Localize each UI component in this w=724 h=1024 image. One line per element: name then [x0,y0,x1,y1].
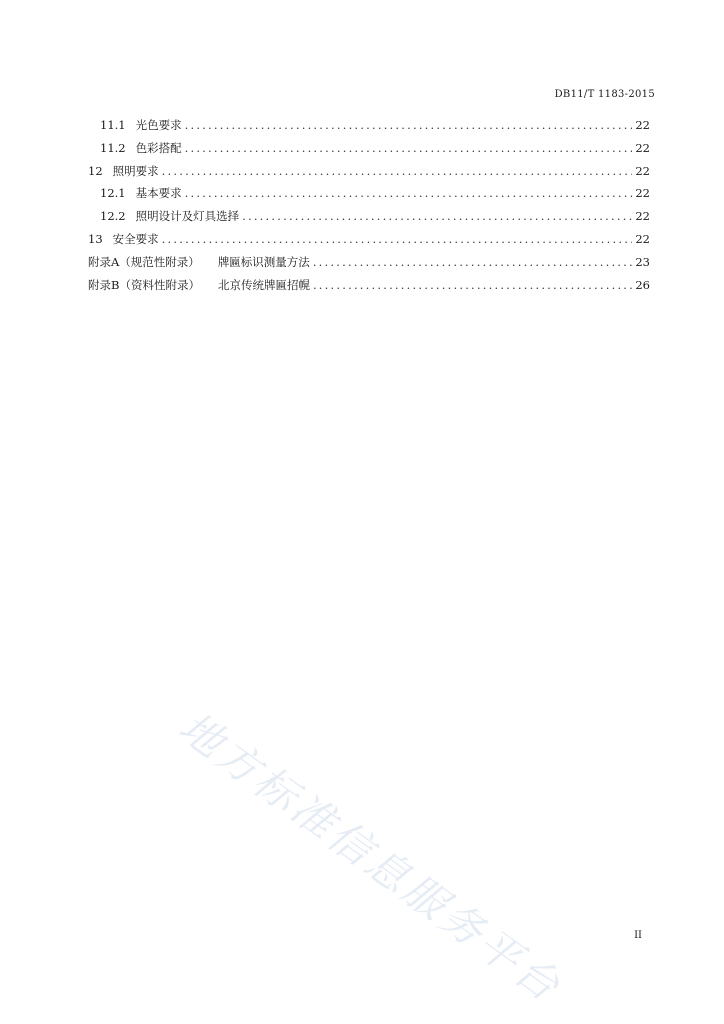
toc-entry-number: 12 [88,163,103,178]
table-of-contents [88,117,650,299]
toc-entry-title: 牌匾标识测量方法 [217,254,310,269]
toc-dot-leader [162,232,633,246]
toc-entry-page: 26 [635,277,650,292]
toc-dot-leader [313,255,633,269]
toc-entry-number: 11.2 [100,140,126,155]
toc-entry-number: 13 [88,231,103,246]
toc-entry[interactable] [88,254,650,277]
toc-entry-title: 北京传统牌匾招幌 [217,277,310,292]
toc-entry-number: 12.2 [100,209,126,224]
standard-code: DB11/T 1183-2015 [554,89,655,100]
toc-entry-page: 22 [635,140,650,155]
toc-entry-page: 22 [635,186,650,201]
toc-dot-leader [185,118,633,132]
toc-entry[interactable] [88,231,650,254]
toc-entry-title: 光色要求 [135,118,182,132]
page-number: II [634,930,642,941]
toc-entry-page: 22 [635,209,650,224]
toc-dot-leader [162,164,633,178]
toc-dot-leader [185,186,633,200]
toc-entry-title: 安全要求 [112,231,159,246]
toc-entry-number: 12.1 [100,186,126,201]
toc-entry-title: 照明设计及灯具选择 [135,209,240,224]
toc-entry-title: 基本要求 [135,186,182,201]
watermark: 地方标准信息服务平台 [170,702,572,1013]
toc-entry[interactable] [88,208,650,231]
toc-entry[interactable] [88,140,650,163]
toc-entry-title: 照明要求 [112,163,159,178]
toc-entry[interactable] [88,277,650,300]
toc-dot-leader [313,278,632,292]
toc-dot-leader [242,209,632,223]
toc-entry-page: 22 [635,163,650,178]
toc-appendix-label: 附录B（资料性附录） [88,277,200,292]
toc-entry[interactable] [88,163,650,186]
toc-appendix-label: 附录A（规范性附录） [88,254,200,269]
toc-entry-page: 22 [635,231,650,246]
toc-entry-page: 23 [635,254,650,269]
toc-dot-leader [185,141,633,155]
toc-entry[interactable] [88,185,650,208]
toc-entry-title: 色彩搭配 [135,140,182,155]
toc-entry-number: 11.1 [100,118,126,132]
toc-entry[interactable] [88,117,650,140]
toc-entry-page: 22 [635,118,650,132]
